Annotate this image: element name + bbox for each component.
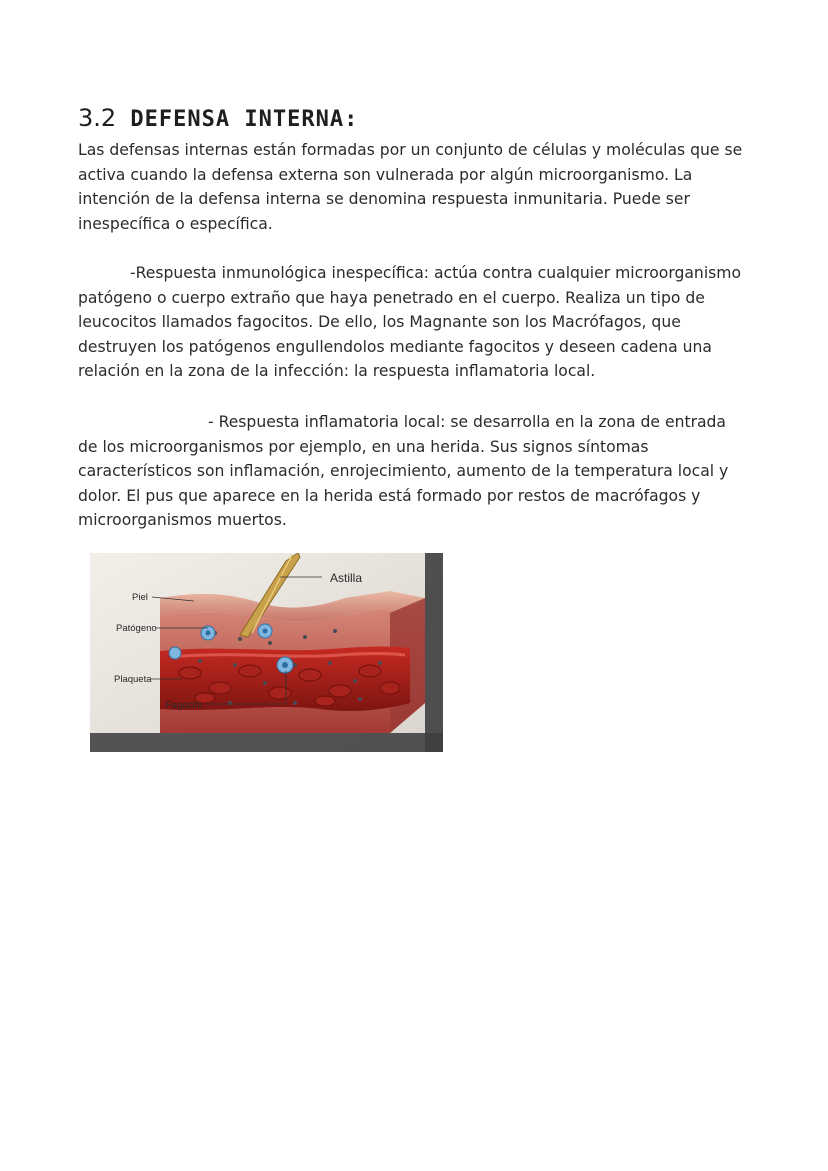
label-fagocito: Fagocito — [166, 700, 203, 711]
figure-bottom-shadow — [90, 733, 443, 752]
label-piel: Piel — [132, 592, 148, 603]
section-heading — [78, 104, 358, 132]
label-plaqueta: Plaqueta — [114, 674, 152, 685]
label-patogeno: Patógeno — [116, 623, 157, 634]
section-number: 3.2 — [78, 104, 117, 132]
inflammation-diagram — [90, 553, 443, 752]
section-title: DEFENSA INTERNA: — [130, 107, 359, 132]
intro-paragraph: Las defensas internas están formadas por un conjunto de células y moléculas que se activa cuando la defensa externa son vulnerada por algún microorganismo. La intención de la defensa interna se denomina respuesta inmunitaria. Puede ser inespecífica o específica. — [78, 141, 743, 233]
inflammation-illustration — [90, 553, 443, 752]
nonspecific-response-paragraph: -Respuesta inmunológica inespecífica: actúa contra cualquier microorganismo patógeno o cuerpo extraño que haya penetrado en el cuerpo. Realiza un tipo de leucocitos llamados fagocitos. De ello, los Magnante son los Macrófagos, que destruyen los patógenos engullendolos mediante fagocitos y deseen cadena una relación en la zona de la infección: la respuesta inflamatoria local. — [78, 264, 742, 381]
label-astilla: Astilla — [330, 571, 363, 585]
inflammatory-response-paragraph: - Respuesta inflamatoria local: se desarrolla en la zona de entrada de los microorganismos por ejemplo, en una herida. Sus signos síntomas característicos son inflamación, enrojecimiento, aumento de la temperatura local y dolor. El pus que aparece en la herida está formado por restos de macrófagos y microorganismos muertos. — [78, 413, 729, 530]
figure-right-shadow — [425, 553, 443, 752]
